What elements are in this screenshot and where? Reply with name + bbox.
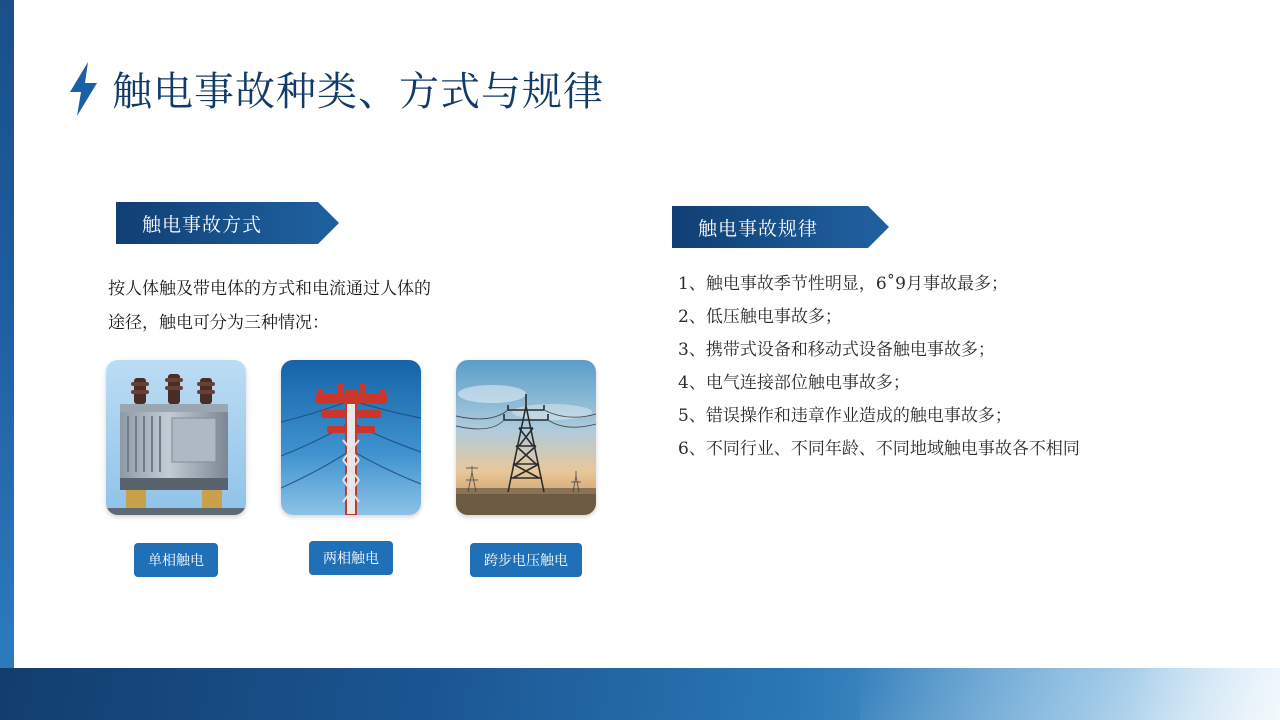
list-item: 4、电气连接部位触电事故多； xyxy=(678,373,910,393)
photo-card-caption-wrap xyxy=(456,543,596,577)
photo-card xyxy=(456,360,596,577)
list-item: 3、携带式设备和移动式设备触电事故多； xyxy=(678,340,995,360)
red-power-tower-photo xyxy=(281,360,421,515)
photo-card-list xyxy=(106,360,596,577)
photo-card-caption-wrap xyxy=(281,541,421,575)
photo-card-caption: 跨步电压触电 xyxy=(470,543,582,577)
section-banner-methods xyxy=(116,202,318,244)
photo-card xyxy=(106,360,246,577)
title-row xyxy=(66,60,604,117)
patterns-list xyxy=(678,268,1238,466)
list-item: 5、错误操作和违章作业造成的触电事故多； xyxy=(678,406,1012,426)
photo-card-caption: 两相触电 xyxy=(309,541,393,575)
methods-description-line-2: 途径，触电可分为三种情况： xyxy=(108,313,329,333)
left-accent-bar xyxy=(0,0,14,720)
transmission-line-sunset-photo xyxy=(456,360,596,515)
list-item: 1、触电事故季节性明显，6˚9月事故最多； xyxy=(678,274,1008,294)
list-item: 2、低压触电事故多； xyxy=(678,307,842,327)
section-banner-patterns xyxy=(672,206,868,248)
lightning-bolt-icon xyxy=(66,62,100,116)
photo-card xyxy=(281,360,421,577)
transformer-photo xyxy=(106,360,246,515)
bottom-decorative-band xyxy=(0,668,1280,720)
section-banner-methods-label: 触电事故方式 xyxy=(142,214,263,236)
list-item: 6、不同行业、不同年龄、不同地域触电事故各不相同 xyxy=(678,439,1080,459)
page-title: 触电事故种类、方式与规律 xyxy=(112,69,604,115)
photo-card-caption: 单相触电 xyxy=(134,543,218,577)
section-banner-patterns-label: 触电事故规律 xyxy=(698,218,819,240)
photo-card-caption-wrap xyxy=(106,543,246,577)
methods-description xyxy=(108,272,538,340)
methods-description-line-1: 按人体触及带电体的方式和电流通过人体的 xyxy=(108,279,431,299)
